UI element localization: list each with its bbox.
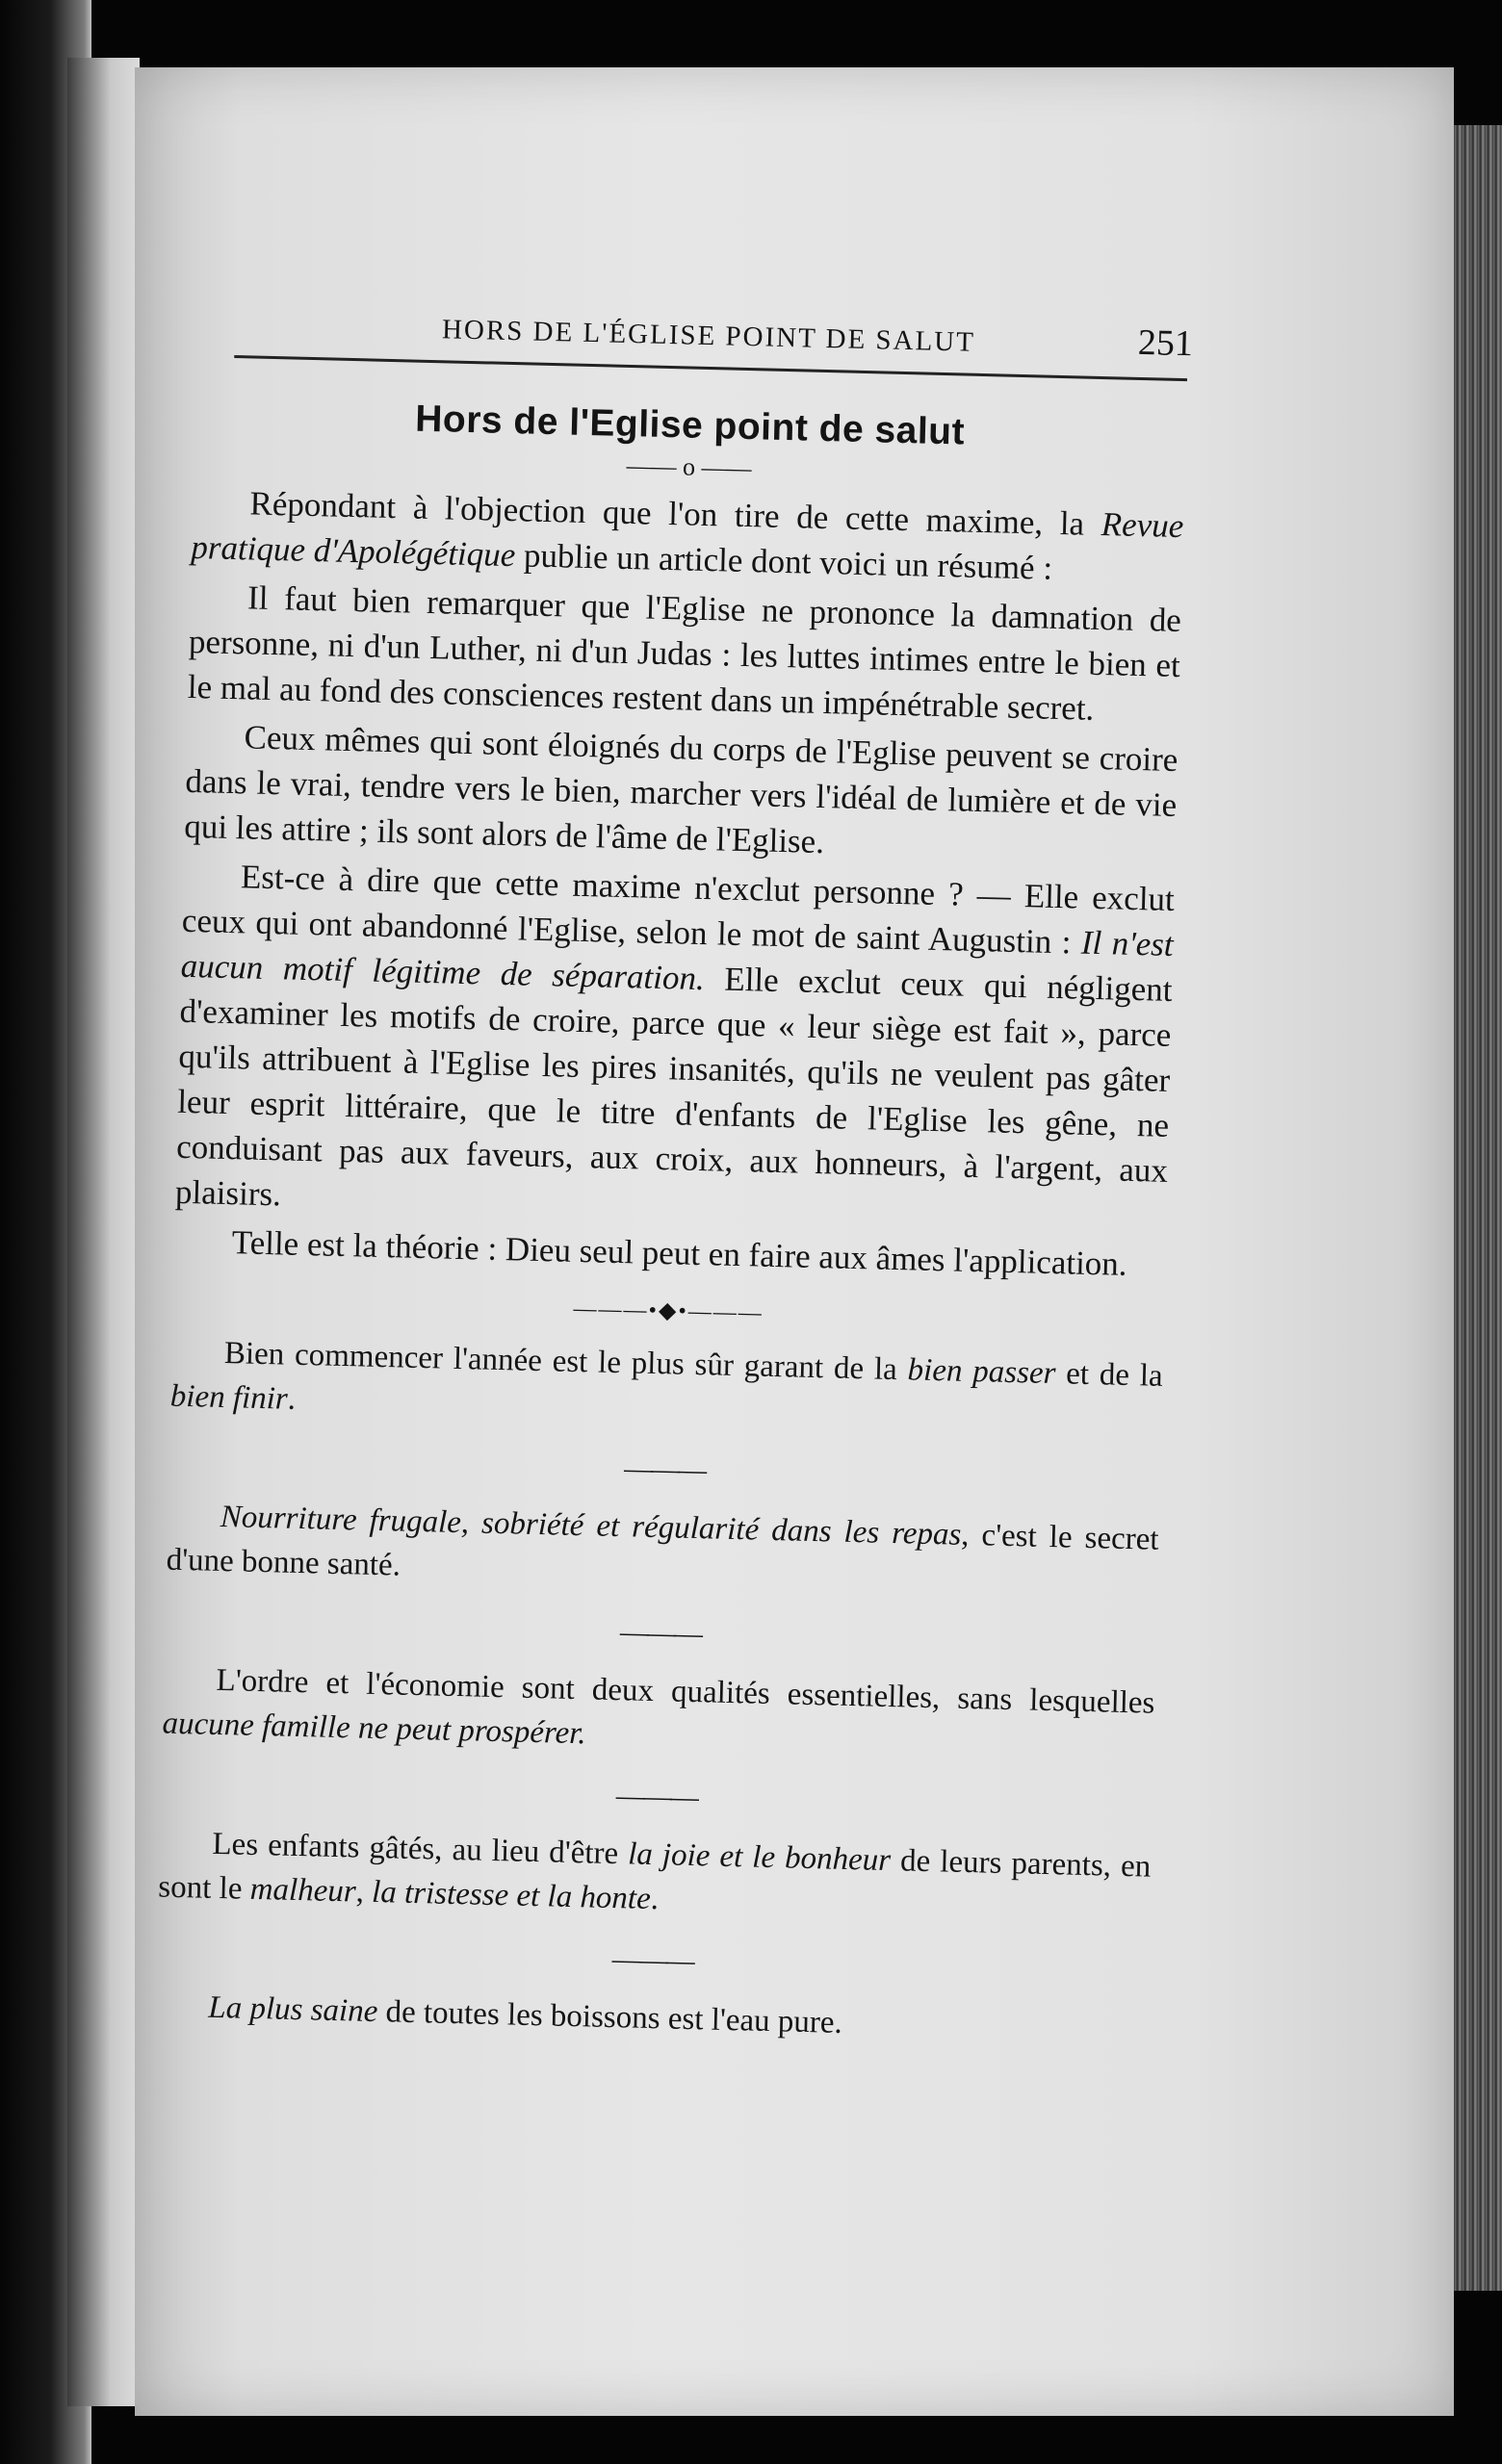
paragraph-2: Il faut bien remarquer que l'Eglise ne prononce la damnation de personne, ni d'un Luther, ni d'un Judas : les luttes intimes entre le bien et le mal au fond des consciences restent dans un impénétrable secret.	[187, 578, 1182, 728]
page-content	[155, 289, 1194, 2053]
running-head: HORS DE L'ÉGLISE POINT DE SALUT	[441, 314, 976, 358]
maxim-4: Les enfants gâtés, au lieu d'être la joie et le bonheur de leurs parents, en sont le malheur, la tristesse et la honte.	[157, 1826, 1152, 1917]
maxim-divider: ———	[623, 1452, 706, 1487]
article-title: Hors de l'Eglise point de salut	[414, 398, 966, 453]
maxim-2: Nourriture frugale, sobriété et régularité dans les repas, c'est le secret d'une bonne santé.	[166, 1499, 1159, 1583]
maxim-divider: ———	[611, 1943, 694, 1978]
paragraph-3: Ceux mêmes qui sont éloignés du corps de l'Eglise peuvent se croire dans le vrai, tendre vers le bien, marcher vers l'idéal de lumière et de vie qui les attire ; ils sont alors de l'âme de l'Eglise.	[183, 718, 1178, 861]
title-ornament: —— o ——	[626, 450, 752, 483]
maxim-5: La plus saine de toutes les boissons est l'eau pure.	[207, 1989, 843, 2040]
paragraph-1: Répondant à l'objection que l'on tire de cette maxime, la Revue pratique d'Apolégétique publie un article dont voici un résumé :	[190, 484, 1184, 587]
maxim-divider: ———	[615, 1780, 698, 1814]
maxim-divider: ———	[619, 1616, 702, 1651]
paragraph-5: Telle est la théorie : Dieu seul peut en faire aux âmes l'application.	[231, 1223, 1128, 1283]
header-rule	[234, 355, 1187, 381]
maxim-1: Bien commencer l'année est le plus sûr garant de la bien passer et de la bien finir.	[169, 1336, 1164, 1417]
facing-page-edge	[67, 58, 140, 2406]
paragraph-4: Est-ce à dire que cette maxime n'exclut personne ? — Elle exclut ceux qui ont abandonné l'Eglise, selon le mot de saint Augustin : Il n'est aucun motif légitime de séparation. Elle exclut ceux qui négligent d'examiner les motifs de croire, parce que « leur siège est fait », parce qu'ils attribuent à l'Eglise les pires insanités, qu'ils ne veulent pas gâter leur esprit littéraire, que le titre d'enfants de l'Eglise les gêne, ne conduisant pas aux faveurs, aux croix, aux honneurs, à l'argent, aux plaisirs.	[174, 858, 1176, 1214]
maxim-3: L'ordre et l'économie sont deux qualités essentielles, sans lesquelles aucune famille ne peut prospérer.	[162, 1662, 1155, 1752]
page-number: 251	[1137, 321, 1194, 365]
section-separator: ———•◆•———	[573, 1296, 764, 1326]
